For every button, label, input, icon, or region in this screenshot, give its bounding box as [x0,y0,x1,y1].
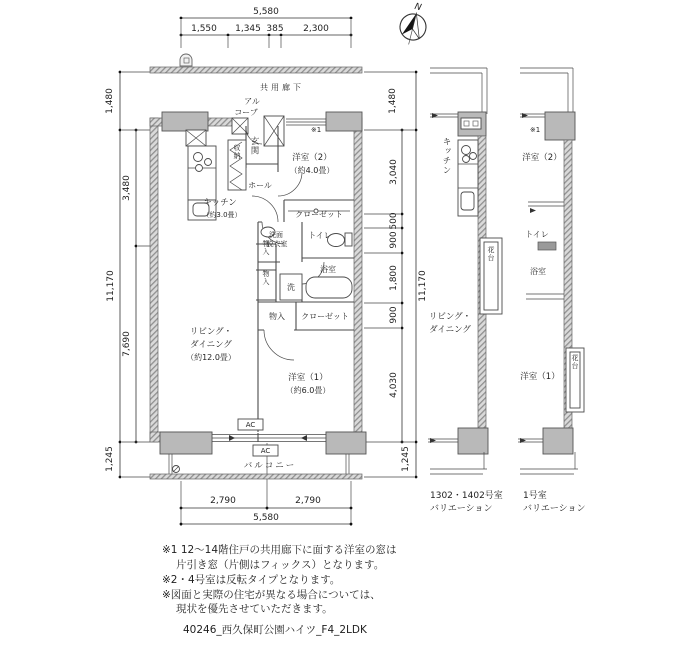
note-line-3: ※2・4号室は反転タイプとなります。 [162,574,341,586]
dim-top-seg3: 385 [266,24,284,34]
ac-unit-1 [238,419,263,430]
meter-box-icon [180,54,192,66]
living-label-line1: リビング・ [189,327,233,337]
ac-unit-2 [253,445,278,456]
dim-right-top: 1,480 [388,88,398,114]
washer-label: 洗 [287,283,295,292]
mb-box-icon [186,130,206,146]
flower-stand-v2 [566,348,584,412]
common-corridor [150,54,362,117]
variation-plan-room1 [518,68,585,514]
dim-right-total: 11,170 [418,270,428,302]
dim-bottom-seg2: 2,790 [295,496,321,506]
note-line-4: ※図面と実際の住宅が異なる場合については、 [162,589,381,601]
compass-n-label: N [413,1,423,14]
meter-box-icon-v1 [461,118,481,129]
kitchen-counter-icon-v1 [458,140,478,216]
storage-small-label-1: 物入 [262,240,270,256]
dim-left-bottom: 1,245 [105,446,115,472]
bedroom1-label: 洋室（1） [288,373,328,383]
flower-stand-label-v1: 花台 [487,246,495,262]
dimension-top [180,7,353,48]
main-plan-interior [186,126,354,432]
corridor-label: 共用廊下 [260,83,304,92]
dim-right-bottom: 1,245 [401,446,411,472]
closet-label: クローゼット [295,210,343,219]
alcove-label-line1: アル [244,97,260,106]
bedroom2-label-v2: 洋室（2） [522,153,562,163]
window-note-ref: ※1 [310,126,322,134]
dim-right-seg5: 900 [389,306,399,324]
toilet-window-icon-v2 [538,242,556,250]
kitchen-counter-icon [188,146,216,220]
variation2-caption-line2: バリエーション [523,504,586,514]
dim-left-total: 11,170 [106,270,116,302]
washroom-label-line2: 脱衣室 [266,240,288,248]
ac2-label: AC [260,447,271,455]
variation1-caption-line1: 1302・1402号室 [430,491,503,501]
dimension-right [364,71,428,479]
dim-left-top: 1,480 [105,88,115,114]
ac1-label: AC [245,421,256,429]
toilet-label: トイレ [308,231,332,240]
variation-plan-1302-1402 [428,68,503,514]
bedroom2-label: 洋室（2） [292,153,332,163]
dim-top-seg1: 1,550 [191,24,217,34]
alcove-label-line2: コーブ [234,108,258,117]
bedroom2-size-label: （約4.0畳） [289,166,335,175]
living-label-line2: ダイニング [190,340,232,350]
living-label-v1-line1: リビング・ [428,312,472,322]
dim-bottom-seg1: 2,790 [210,496,236,506]
bath-label-v2: 浴室 [530,267,546,276]
dim-left-seg2: 7,690 [122,331,132,357]
bathtub-icon [306,277,352,298]
drain-icon [173,466,180,473]
living-size-label: （約12.0畳） [186,353,236,362]
kitchen-label: キッチン [203,198,237,208]
dim-right-seg1: 3,040 [389,159,399,185]
dim-right-seg3: 900 [389,231,399,249]
washroom-label-line1: 洗面 [269,231,283,239]
dim-top-seg4: 2,300 [303,24,329,34]
closet2-label: クローゼット [301,312,349,321]
toilet-label-v2: トイレ [525,230,549,239]
dim-bottom-total: 5,580 [253,513,279,523]
variation1-caption-line2: バリエーション [430,504,493,514]
elevator-shaft-icon [264,116,284,146]
note-line-1: ※1 12〜14階住戸の共用廊下に面する洋室の窓は [162,544,397,556]
storage-small-label-2: 物入 [262,270,270,286]
dim-right-seg2: 500 [389,212,399,230]
dim-right-seg6: 4,030 [389,372,399,398]
storage-small-label-3: 物入 [269,312,285,321]
dim-top-total: 5,580 [253,7,279,17]
note-line-5: 現状を優先させていただきます。 [176,603,333,615]
kitchen-size-label: （約3.0畳） [202,211,242,219]
flower-stand-v1 [480,238,502,314]
flower-stand-label-v2: 花台 [571,354,579,370]
dim-left-seg1: 3,480 [122,175,132,201]
bedroom1-size-label: （約6.0畳） [285,386,331,395]
variation2-caption-line1: 1号室 [523,491,547,501]
dim-top-seg2: 1,345 [235,24,261,34]
balcony-label: バルコニー [243,461,297,471]
drawing-title: 40246_西久保町公園ハイツ_F4_2LDK [183,624,367,636]
living-label-v1-line2: ダイニング [429,325,471,335]
note-line-2: 片引き窓（片側はフィックス）となります。 [176,559,385,571]
dim-right-seg4: 1,800 [389,265,399,291]
kitchen-label-v1: キッチン [441,137,451,175]
hall-label: ホール [248,181,272,190]
entrance-label: 玄関 [249,136,259,156]
storage-label: 収納 [233,144,241,160]
notes-block [162,543,397,636]
compass-north-icon [396,0,432,48]
note-ref-v2: ※1 [529,126,541,134]
bedroom1-label-v2: 洋室（1） [520,372,560,382]
bath-label: 浴室 [320,265,336,274]
